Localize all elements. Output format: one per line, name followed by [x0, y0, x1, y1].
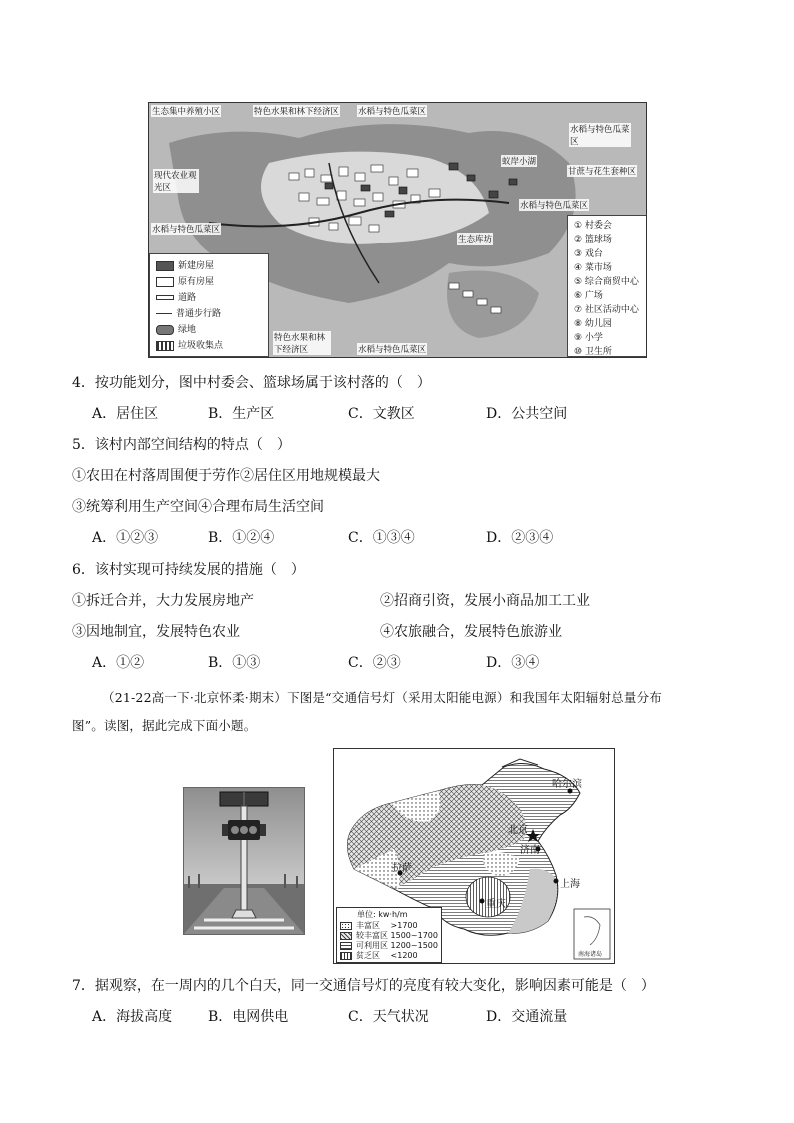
legend-item-8: ⑧ 幼儿园	[574, 319, 612, 329]
q5-option-b: B．①②④	[208, 530, 275, 546]
q6-statement-2: ②招商引资，发展小商品加工工业	[380, 593, 590, 609]
q4-option-a: A．居住区	[92, 406, 159, 422]
legend-item-4: ④ 菜市场	[574, 263, 612, 273]
intro-line1: （21-22高一下·北京怀柔·期末）下图是“交通信号灯（采用太阳能电源）和我国年太阳辐射总量分布	[102, 690, 662, 705]
legend-poor: 贫乏区 <1200	[356, 951, 418, 960]
legend-unit: 单位: kw·h/m	[357, 910, 408, 919]
legend-fairly-rich: 较丰富区 1500~1700	[356, 931, 438, 940]
q7-option-b: B．电网供电	[208, 1009, 289, 1025]
q6-option-d: D．③④	[486, 655, 540, 671]
q5-stem: 5．该村内部空间结构的特点（ ）	[72, 437, 291, 453]
city-label-jinan: 济南	[520, 845, 540, 856]
q6-option-a: A．①②	[92, 655, 145, 671]
legend-item-2: ② 篮球场	[574, 235, 612, 245]
village-map-figure	[148, 102, 647, 358]
village-map-legend-left	[149, 253, 269, 357]
china-solar-map	[333, 748, 615, 964]
q5-option-a: A．①②③	[92, 530, 159, 546]
map-label-bottom-right: 水稻与特色瓜菜区	[358, 345, 427, 355]
map-label-top-mid: 特色水果和林下经济区	[254, 107, 340, 117]
q5-statement-line1: ①农田在村落周围便于劳作②居住区用地规模最大	[72, 468, 380, 484]
map-label-top-right: 水稻与特色瓜菜区	[358, 107, 427, 117]
legend-item-5: ⑤ 综合商贸中心	[574, 277, 639, 287]
q6-option-b: B．①③	[208, 655, 261, 671]
map-label-left-mid: 现代农业观光区	[153, 169, 199, 193]
q5-statement-line2: ③统筹利用生产空间④合理布局生活空间	[72, 499, 324, 515]
map-label-left-lower: 水稻与特色瓜菜区	[152, 225, 221, 235]
q7-option-c: C．天气状况	[348, 1009, 429, 1025]
q6-stem: 6．该村实现可持续发展的措施（ ）	[72, 562, 305, 578]
inset-label: 南海诸岛	[578, 951, 603, 958]
legend-road: 道路	[178, 293, 197, 303]
map-label-top-left: 生态集中养殖小区	[152, 107, 221, 117]
q7-stem: 7．据观察，在一周内的几个白天，同一交通信号灯的亮度有较大变化，影响因素可能是（ ）	[72, 978, 655, 994]
intro-line2: 图”。读图，据此完成下面小题。	[72, 718, 257, 733]
q6-statement-3: ③因地制宜，发展特色农业	[72, 624, 240, 640]
legend-old-houses: 原有房屋	[178, 277, 215, 287]
q7-option-a: A．海拔高度	[92, 1009, 173, 1025]
map-label-center: 生态库坊	[458, 235, 493, 245]
legend-item-10: ⑩ 卫生所	[574, 347, 612, 357]
q5-option-d: D．②③④	[486, 530, 554, 546]
legend-item-6: ⑥ 广场	[574, 291, 603, 301]
map-label-lake: 蚁岸小湖	[502, 157, 537, 167]
map-label-bottom-mid: 特色水果和林下经济区	[273, 331, 331, 355]
legend-item-3: ③ 戏台	[574, 249, 603, 259]
legend-green-space: 绿地	[178, 325, 197, 335]
q6-option-c: C．②③	[348, 655, 401, 671]
city-label-shanghai: 上海	[560, 879, 580, 890]
q4-stem: 4．按功能划分，图中村委会、篮球场属于该村落的（ ）	[72, 375, 431, 391]
legend-footpath: 普通步行路	[176, 309, 222, 319]
village-map-legend-right	[567, 215, 647, 357]
q4-option-d: D．公共空间	[486, 406, 568, 422]
legend-item-1: ① 村委会	[574, 221, 612, 231]
map-label-right-lower: 水稻与特色瓜菜区	[520, 201, 589, 211]
map-label-right-top: 水稻与特色瓜菜区	[570, 125, 630, 147]
legend-garbage: 垃圾收集点	[178, 341, 224, 351]
legend-new-houses: 新建房屋	[178, 261, 215, 271]
q4-option-c: C．文教区	[348, 406, 415, 422]
q6-statement-4: ④农旅融合，发展特色旅游业	[380, 624, 562, 640]
city-label-chongqing: 重庆	[486, 899, 506, 910]
map-label-right-mid: 甘蔗与花生套种区	[568, 167, 637, 177]
china-map-legend	[336, 907, 442, 963]
city-label-beijing: 北京	[508, 825, 528, 836]
city-label-lhasa: 拉萨	[392, 863, 412, 874]
city-label-harbin: 哈尔滨	[552, 779, 582, 790]
q6-statement-1: ①拆迁合并，大力发展房地产	[72, 593, 254, 609]
legend-rich: 丰富区 >1700	[356, 921, 418, 930]
traffic-light-graphic	[184, 788, 304, 934]
legend-item-9: ⑨ 小学	[574, 333, 603, 343]
q7-option-d: D．交通流量	[486, 1009, 568, 1025]
legend-item-7: ⑦ 社区活动中心	[574, 305, 639, 315]
q4-option-b: B．生产区	[208, 406, 275, 422]
traffic-light-photo	[183, 787, 305, 935]
q5-option-c: C．①③④	[348, 530, 415, 546]
legend-usable: 可利用区 1200~1500	[356, 941, 438, 950]
